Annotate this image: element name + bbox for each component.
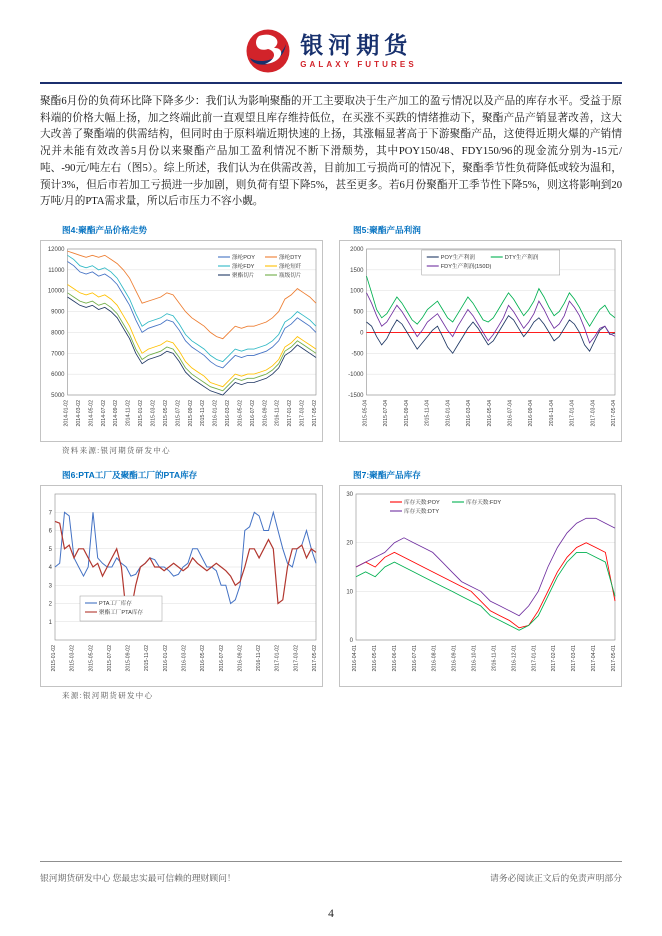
svg-text:2015-05-04: 2015-05-04 (362, 400, 369, 427)
svg-text:2016-12-01: 2016-12-01 (511, 645, 518, 672)
svg-text:2017-03-01: 2017-03-01 (571, 645, 578, 672)
header-rule (40, 82, 622, 84)
svg-text:2017-03-02: 2017-03-02 (299, 400, 306, 427)
svg-text:2017-01-02: 2017-01-02 (274, 645, 281, 672)
chart-row-2 (40, 485, 622, 687)
source-note-bottom: 来源:银河期货研发中心 (62, 691, 154, 701)
svg-text:2017-01-01: 2017-01-01 (531, 645, 538, 672)
svg-text:2017-05-02: 2017-05-02 (312, 645, 318, 672)
svg-text:-1000: -1000 (348, 372, 364, 379)
brand-name-cn: 银河期货 (300, 32, 413, 59)
footer-left-text: 银河期货研发中心 您最忠实最可信赖的理财顾问！ (40, 873, 236, 883)
svg-text:2017-01-04: 2017-01-04 (569, 400, 576, 427)
footer-rule (40, 861, 622, 862)
svg-text:5: 5 (48, 546, 52, 553)
svg-text:6000: 6000 (51, 372, 65, 379)
svg-text:2015-01-02: 2015-01-02 (51, 645, 57, 672)
figure-titles-row-2 (40, 469, 622, 481)
galaxy-futures-logo-icon (245, 28, 291, 74)
svg-text:2017-03-02: 2017-03-02 (293, 645, 300, 672)
svg-text:2015-09-02: 2015-09-02 (187, 400, 194, 427)
svg-text:2017-02-01: 2017-02-01 (551, 645, 558, 672)
svg-text:11000: 11000 (48, 267, 65, 274)
svg-text:2016-03-02: 2016-03-02 (181, 645, 188, 672)
chart-row-1 (40, 240, 622, 442)
svg-text:5000: 5000 (51, 393, 65, 400)
svg-text:库存天数:FDY: 库存天数:FDY (466, 500, 502, 507)
svg-text:2015-05-02: 2015-05-02 (162, 400, 169, 427)
svg-text:2015-11-02: 2015-11-02 (144, 645, 151, 672)
svg-text:8000: 8000 (51, 330, 65, 337)
brand-name-en: GALAXY FUTURES (300, 59, 417, 69)
svg-text:20: 20 (346, 540, 353, 547)
svg-text:涤纶短纤: 涤纶短纤 (279, 264, 302, 271)
footer-text-row (40, 871, 622, 884)
svg-text:2016-09-01: 2016-09-01 (451, 645, 458, 672)
svg-text:聚酯切片: 聚酯切片 (232, 273, 255, 280)
svg-text:6: 6 (48, 528, 52, 535)
svg-text:1: 1 (48, 619, 52, 626)
svg-text:2016-09-02: 2016-09-02 (237, 645, 244, 672)
svg-text:2014-07-02: 2014-07-02 (100, 400, 107, 427)
svg-text:2014-05-02: 2014-05-02 (88, 400, 95, 427)
svg-text:2015-11-04: 2015-11-04 (424, 400, 431, 427)
svg-text:2016-01-02: 2016-01-02 (212, 400, 219, 427)
page-number: 4 (328, 908, 334, 920)
svg-text:2: 2 (48, 601, 52, 608)
svg-text:2015-07-02: 2015-07-02 (175, 400, 182, 427)
svg-text:2016-04-01: 2016-04-01 (352, 645, 358, 672)
svg-text:2016-07-02: 2016-07-02 (249, 400, 256, 427)
svg-text:2016-09-02: 2016-09-02 (262, 400, 269, 427)
svg-text:2016-01-02: 2016-01-02 (162, 645, 169, 672)
svg-text:12000: 12000 (47, 247, 65, 254)
svg-text:库存天数:POY: 库存天数:POY (404, 500, 440, 507)
pta-inventory-chart (41, 486, 322, 686)
svg-text:2015-07-04: 2015-07-04 (383, 400, 390, 427)
svg-text:2016-05-02: 2016-05-02 (200, 645, 207, 672)
footer-right-text: 请务必阅读正文后的免责声明部分 (490, 873, 622, 883)
svg-text:POY生产利润: POY生产利润 (440, 255, 475, 262)
figure-6-chart (40, 485, 323, 687)
figure-7-title: 图7:聚酯产品库存 (353, 470, 421, 481)
figure-5-title: 图5:聚酯产品利润 (353, 225, 421, 236)
svg-text:2016-06-01: 2016-06-01 (391, 645, 398, 672)
footer (40, 861, 622, 920)
svg-text:2016-07-01: 2016-07-01 (411, 645, 418, 672)
svg-text:2017-05-04: 2017-05-04 (611, 400, 617, 427)
svg-text:2016-11-02: 2016-11-02 (256, 645, 263, 672)
svg-text:2016-03-02: 2016-03-02 (225, 400, 232, 427)
svg-text:-500: -500 (351, 351, 364, 358)
svg-text:0: 0 (360, 330, 364, 337)
svg-text:500: 500 (353, 309, 364, 316)
svg-text:2016-07-02: 2016-07-02 (218, 645, 225, 672)
svg-text:2016-09-04: 2016-09-04 (528, 400, 535, 427)
svg-text:7000: 7000 (51, 351, 65, 358)
svg-text:4: 4 (48, 565, 52, 572)
svg-text:2016-07-04: 2016-07-04 (507, 400, 514, 427)
svg-text:2014-03-02: 2014-03-02 (75, 400, 82, 427)
source-note-top: 资料来源:银河期货研发中心 (62, 446, 171, 456)
figure-5-chart (339, 240, 622, 442)
svg-text:30: 30 (346, 492, 353, 499)
svg-text:2016-03-04: 2016-03-04 (466, 400, 473, 427)
svg-text:瓶级切片: 瓶级切片 (279, 273, 302, 280)
svg-text:2016-11-04: 2016-11-04 (548, 400, 555, 427)
svg-text:DTY生产利润: DTY生产利润 (504, 255, 539, 262)
svg-text:2014-09-02: 2014-09-02 (113, 400, 120, 427)
svg-text:涤纶DTY: 涤纶DTY (279, 255, 302, 262)
figure-4-chart (40, 240, 323, 442)
svg-text:-1500: -1500 (348, 393, 364, 400)
figure-titles-row-1 (40, 224, 622, 236)
svg-text:2017-05-01: 2017-05-01 (611, 645, 617, 672)
svg-text:库存天数:DTY: 库存天数:DTY (404, 509, 440, 516)
svg-text:3: 3 (48, 583, 52, 590)
figure-7-chart (339, 485, 622, 687)
svg-text:2016-11-01: 2016-11-01 (491, 645, 498, 672)
polyester-inventory-chart (340, 486, 621, 686)
svg-text:0: 0 (349, 638, 353, 645)
svg-text:2000: 2000 (350, 247, 364, 254)
svg-text:2017-01-02: 2017-01-02 (287, 400, 294, 427)
svg-text:2014-11-02: 2014-11-02 (125, 400, 132, 427)
svg-text:2015-05-02: 2015-05-02 (88, 645, 95, 672)
svg-text:1500: 1500 (350, 267, 364, 274)
polyester-profit-chart (340, 241, 621, 441)
svg-text:7: 7 (48, 510, 52, 517)
svg-text:2016-11-02: 2016-11-02 (274, 400, 281, 427)
svg-text:2015-09-02: 2015-09-02 (125, 645, 132, 672)
svg-text:2017-05-02: 2017-05-02 (312, 400, 318, 427)
svg-text:2016-01-04: 2016-01-04 (445, 400, 452, 427)
svg-text:涤纶POY: 涤纶POY (232, 255, 256, 262)
svg-text:2015-11-02: 2015-11-02 (200, 400, 207, 427)
svg-text:2016-05-01: 2016-05-01 (371, 645, 378, 672)
svg-text:2017-03-04: 2017-03-04 (590, 400, 597, 427)
svg-text:10: 10 (346, 589, 353, 596)
svg-text:10000: 10000 (47, 288, 65, 295)
figure-6-title: 图6:PTA工厂及聚酯工厂的PTA库存 (62, 470, 198, 481)
body-paragraph: 聚酯6月份的负荷环比降下降多少：我们认为影响聚酯的开工主要取决于生产加工的盈亏情况以及产品的库存水平。受益于原料端的价格大幅上扬，加之终端此前一直观望且库存维持低位，在买涨不买跌的情绪推动下，聚酯产品产销显著改善，这大大改善了聚酯端的供需结构，但同时由于原料端近期快速的上扬，其涨幅显著高于下游聚酯产品，这使得近期火爆的产销情况并未能有效改善5月份以来聚酯产品加工盈利情况不断下滑颓势，其中POY150/48、FDY150/96的现金流分别为-15元/吨、-90元/吨左右（图5）。综上所述，我们认为在供需改善，目前加工亏损尚可的情况下，聚酯季节性负荷降低或较为温和，预计3%，但后市若加工亏损进一步加剧，则负荷有望下降5%，甚至更多。若6月份聚酯开工季节性下降5%，则这将影响到20万吨/月的PTA需求量，所以后市压力不容小觑。 (40, 96, 622, 208)
svg-text:涤纶FDY: 涤纶FDY (232, 264, 255, 271)
brand-text (300, 33, 417, 68)
polyester-price-trend-chart (41, 241, 322, 441)
svg-text:2016-05-02: 2016-05-02 (237, 400, 244, 427)
svg-text:2014-01-02: 2014-01-02 (63, 400, 70, 427)
svg-text:2016-10-01: 2016-10-01 (471, 645, 478, 672)
svg-text:9000: 9000 (51, 309, 65, 316)
svg-text:2015-03-02: 2015-03-02 (150, 400, 157, 427)
svg-text:2016-05-04: 2016-05-04 (486, 400, 493, 427)
svg-text:2015-09-04: 2015-09-04 (403, 400, 410, 427)
svg-text:FDY生产利润(150D): FDY生产利润(150D) (440, 264, 492, 271)
svg-text:2015-07-02: 2015-07-02 (106, 645, 113, 672)
svg-text:1000: 1000 (350, 288, 364, 295)
svg-text:2015-03-02: 2015-03-02 (69, 645, 76, 672)
header (40, 26, 622, 82)
svg-text:PTA工厂库存: PTA工厂库存 (99, 601, 132, 608)
svg-text:2016-08-01: 2016-08-01 (431, 645, 438, 672)
figure-4-title: 图4:聚酯产品价格走势 (62, 225, 147, 236)
svg-text:2017-04-01: 2017-04-01 (591, 645, 598, 672)
svg-text:聚酯工厂PTA库存: 聚酯工厂PTA库存 (99, 610, 144, 617)
svg-text:2015-01-02: 2015-01-02 (138, 400, 145, 427)
